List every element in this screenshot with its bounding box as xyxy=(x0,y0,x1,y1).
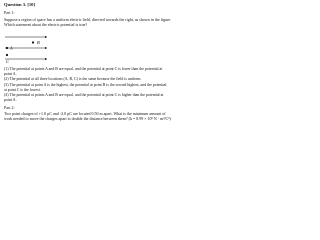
part2-prompt-line2: work needed to move the charges apart to double the distance between them? (k = 8.99 × 10⁹ N · m²/C²) xyxy=(4,116,171,121)
part1-label: Part 1: xyxy=(4,10,15,15)
part1-prompt-line2: Which statement about the electric potential is true? xyxy=(4,22,88,27)
option-4-line2: point A. xyxy=(4,97,17,102)
point-a-label: A xyxy=(10,45,13,51)
point-b xyxy=(32,41,34,43)
option-1-line2: point A. xyxy=(4,71,17,76)
option-1-line1[interactable]: (1) The potential at points A and B are equal, and the potential at point C is lower than the potential at xyxy=(4,67,163,71)
option-3-line1[interactable]: (3) The potential at point A is the highest, the potential at point B is the second highest, and the potential xyxy=(4,83,167,87)
part2-label: Part 2: xyxy=(4,105,15,110)
option-4-line1[interactable]: (4) The potential at points A and B are equal, and the potential at point C is higher than the potential at xyxy=(4,93,164,97)
question-page xyxy=(0,0,200,165)
question-title: Question 3. [10] xyxy=(4,2,36,7)
option-2[interactable]: (2) The potential at all three locations (A, B, C) is the same because the field is uniform. xyxy=(4,77,142,81)
point-c xyxy=(6,54,8,56)
point-c-label: C xyxy=(6,59,9,64)
electric-field-diagram xyxy=(3,34,189,64)
point-a xyxy=(6,47,8,49)
point-b-label: B xyxy=(37,40,40,45)
option-3-line2: at point C is the lowest. xyxy=(4,87,41,92)
part1-prompt-line1: Suppose a region of space has a uniform electric field, directed towards the right, as shown in the figure. xyxy=(4,17,172,22)
part2-prompt-line1: Two point charges of +1.0 µC and -2.0 µC are located 0.50 m apart. What is the minimum amount of xyxy=(4,111,166,116)
